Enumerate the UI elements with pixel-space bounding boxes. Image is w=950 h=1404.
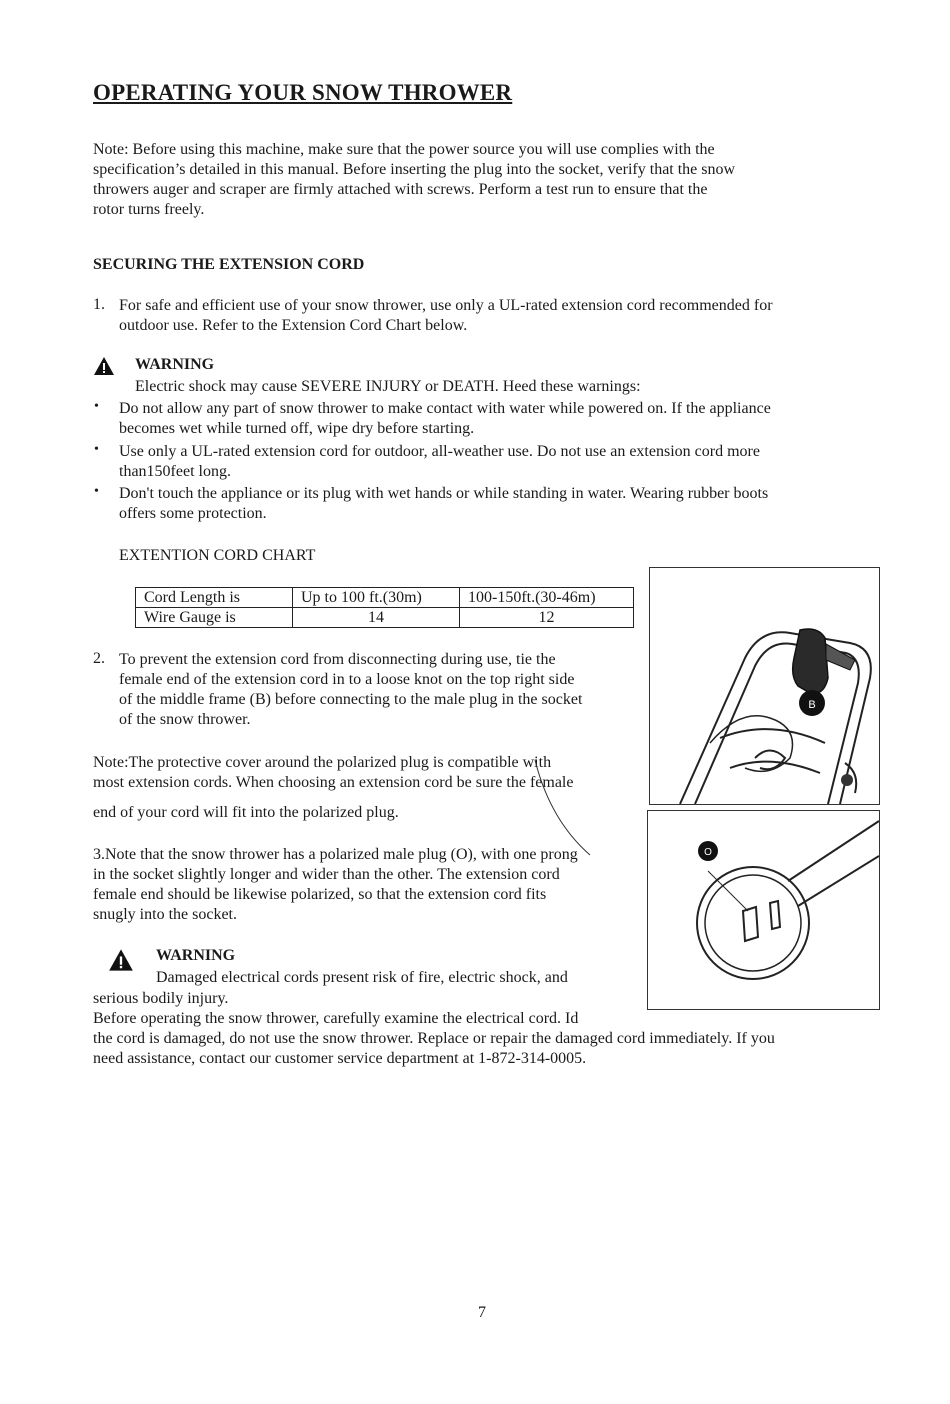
- bullet-line: Do not allow any part of snow thrower to make contact with water while powered on. If the appliance: [119, 400, 771, 417]
- bullet-line: Don't touch the appliance or its plug with wet hands or while standing in water. Wearing rubber boots: [119, 485, 769, 502]
- snow-thrower-handle-illustration: [650, 568, 879, 804]
- chart-caption: EXTENTION CORD CHART: [119, 547, 316, 564]
- note-line: end of your cord will fit into the polarized plug.: [93, 804, 399, 821]
- step-line: snugly into the socket.: [93, 906, 237, 923]
- step-line: For safe and efficient use of your snow thrower, use only a UL-rated extension cord recommended for: [119, 297, 773, 314]
- warning-triangle-icon: [93, 356, 115, 381]
- warning-label: WARNING: [135, 356, 215, 373]
- table-cell: 14: [293, 608, 460, 628]
- step-line: of the middle frame (B) before connecting to the male plug in the socket: [119, 691, 583, 708]
- table-cell: Wire Gauge is: [136, 608, 293, 628]
- polarized-plug-illustration: [648, 811, 879, 1009]
- bullet-line: becomes wet while turned off, wipe dry before starting.: [119, 420, 475, 437]
- bullet-icon: •: [94, 442, 99, 457]
- warning-triangle-icon: [108, 948, 134, 977]
- note-line: Note: Before using this machine, make sure that the power source you will use complies with the: [93, 141, 715, 158]
- table-cell: Cord Length is: [136, 588, 293, 608]
- warning-bullet: [119, 399, 859, 439]
- polarized-plug-figure: [647, 810, 880, 1010]
- step-line: To prevent the extension cord from disconnecting during use, tie the: [119, 651, 556, 668]
- bullet-line: Use only a UL-rated extension cord for outdoor, all-weather use. Do not use an extension cord more: [119, 443, 760, 460]
- note-line: specification’s detailed in this manual. Before inserting the plug into the socket, verify that the snow: [93, 161, 736, 178]
- figure-marker: B: [808, 699, 816, 711]
- warning-bullet: [119, 442, 859, 482]
- step-line: female end of the extension cord in to a loose knot on the top right side: [119, 671, 575, 688]
- bullet-line: offers some protection.: [119, 505, 267, 522]
- bullet-icon: •: [94, 399, 99, 414]
- step-line: 3.Note that the snow thrower has a polarized male plug (O), with one prong: [93, 846, 578, 863]
- warning-intro: Electric shock may cause SEVERE INJURY or DEATH. Heed these warnings:: [135, 378, 641, 395]
- warning-line: serious bodily injury.: [93, 990, 229, 1007]
- bullet-icon: •: [94, 484, 99, 499]
- step-line: of the snow thrower.: [119, 711, 251, 728]
- step2-text: [119, 650, 649, 730]
- step2-number: 2.: [93, 650, 105, 667]
- step1-number: 1.: [93, 296, 105, 313]
- table-cell: 12: [460, 608, 634, 628]
- table-row: [136, 588, 634, 608]
- table-cell: 100-150ft.(30-46m): [460, 588, 634, 608]
- note-line: most extension cords. When choosing an extension cord be sure the female: [93, 774, 574, 791]
- bullet-line: than150feet long.: [119, 463, 231, 480]
- figure-marker: O: [704, 847, 712, 858]
- warning-text: Damaged electrical cords present risk of fire, electric shock, and: [156, 969, 568, 986]
- extension-cord-table: [135, 587, 634, 628]
- table-cell: Up to 100 ft.(30m): [293, 588, 460, 608]
- warning-bullet: [119, 484, 859, 524]
- leader-line: [530, 760, 630, 860]
- step-line: female end should be likewise polarized, so that the extension cord fits: [93, 886, 547, 903]
- step1-text: [119, 296, 859, 336]
- warning-line: Before operating the snow thrower, carefully examine the electrical cord. Id: [93, 1010, 579, 1027]
- note-line: rotor turns freely.: [93, 201, 205, 218]
- note-line: Note:The protective cover around the polarized plug is compatible with: [93, 754, 552, 771]
- note-line: throwers auger and scraper are firmly attached with screws. Perform a test run to ensure that the: [93, 181, 708, 198]
- intro-note: [93, 140, 853, 220]
- handle-knot-figure: [649, 567, 880, 805]
- page-title: OPERATING YOUR SNOW THROWER: [93, 80, 513, 105]
- warning-line: need assistance, contact our customer service department at 1-872-314-0005.: [93, 1050, 587, 1067]
- table-row: [136, 608, 634, 628]
- warning-line: the cord is damaged, do not use the snow thrower. Replace or repair the damaged cord immediately. If you: [93, 1030, 775, 1047]
- page-number: 7: [478, 1304, 486, 1321]
- step-line: outdoor use. Refer to the Extension Cord Chart below.: [119, 317, 468, 334]
- warning-label: WARNING: [156, 947, 236, 964]
- section-heading: SECURING THE EXTENSION CORD: [93, 256, 365, 273]
- step-line: in the socket slightly longer and wider than the other. The extension cord: [93, 866, 560, 883]
